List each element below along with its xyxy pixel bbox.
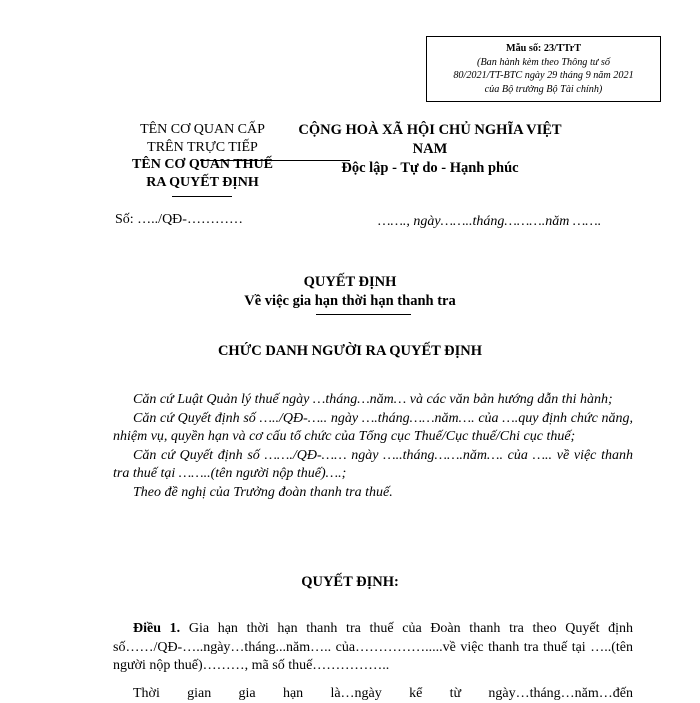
article-1 [113, 620, 633, 703]
article-1-paragraph [113, 620, 633, 676]
article-1-label: Điều 1. [133, 621, 181, 636]
position-title: CHỨC DANH NGƯỜI RA QUYẾT ĐỊNH [217, 343, 483, 359]
form-note-line-3: của Bộ trưởng Bộ Tài chính) [484, 83, 603, 95]
agency-line-1: TÊN CƠ QUAN CẤP [140, 122, 265, 137]
form-code-box [426, 36, 661, 102]
subject-underline [316, 314, 411, 315]
article-1-text: Gia hạn thời hạn thanh tra thuế của Đoàn thanh tra theo Quyết định số……/QĐ-…..ngày…tháng...năm….. của…………….....về việc thanh tra thuế tại …..(tên người nộp thuế)………, mã số thuế…………….. [113, 621, 634, 674]
document-number: Số: …../QĐ-………… [115, 212, 243, 227]
agency-line-3: TÊN CƠ QUAN THUẾ [132, 157, 273, 172]
issuing-agency [100, 121, 305, 191]
agency-line-4: RA QUYẾT ĐỊNH [146, 174, 259, 190]
legal-basis [113, 391, 633, 503]
extension-period: Thời gian gia hạn là…ngày kể từ ngày…tháng…năm…đến [133, 685, 633, 701]
basis-paragraph: Căn cứ Luật Quản lý thuế ngày …tháng…năm… và các văn bản hướng dẫn thi hành; [133, 392, 613, 407]
agency-line-2: TRÊN TRỰC TIẾP [147, 139, 258, 155]
national-header [290, 121, 570, 178]
issue-date: ……., ngày……..tháng……….năm ……. [378, 214, 602, 229]
form-note-line-2: 80/2021/TT-BTC ngày 29 tháng 9 năm 2021 [453, 70, 634, 81]
decision-title-block [0, 273, 700, 311]
decision-title: QUYẾT ĐỊNH [303, 274, 397, 290]
decides-heading: QUYẾT ĐỊNH: [301, 574, 399, 590]
republic-title: CỘNG HOÀ XÃ HỘI CHỦ NGHĨA VIỆT NAM [298, 122, 562, 157]
form-code: Mẫu số: 23/TTrT [505, 43, 582, 54]
decision-subject: Về việc gia hạn thời hạn thanh tra [244, 293, 456, 309]
agency-short-underline [172, 196, 232, 197]
form-note-line-1: (Ban hành kèm theo Thông tư số [477, 56, 610, 68]
basis-paragraph: Căn cứ Quyết định số …../QĐ-….. ngày ….tháng……năm…. của ….quy định chức năng, nhiệm vụ, quyền hạn và cơ cấu tổ chức của Tổng cục Thuế/Cục thuế/Chi cục thuế; [113, 410, 633, 445]
republic-motto: Độc lập - Tự do - Hạnh phúc [341, 160, 519, 176]
basis-paragraph: Theo đề nghị của Trưởng đoàn thanh tra thuế. [133, 484, 393, 500]
basis-paragraph: Căn cứ Quyết định số ……./QĐ-…… ngày …..tháng…….năm…. của ….. về việc thanh tra thuế tại ……..(tên người nộp thuế)….; [113, 447, 633, 482]
